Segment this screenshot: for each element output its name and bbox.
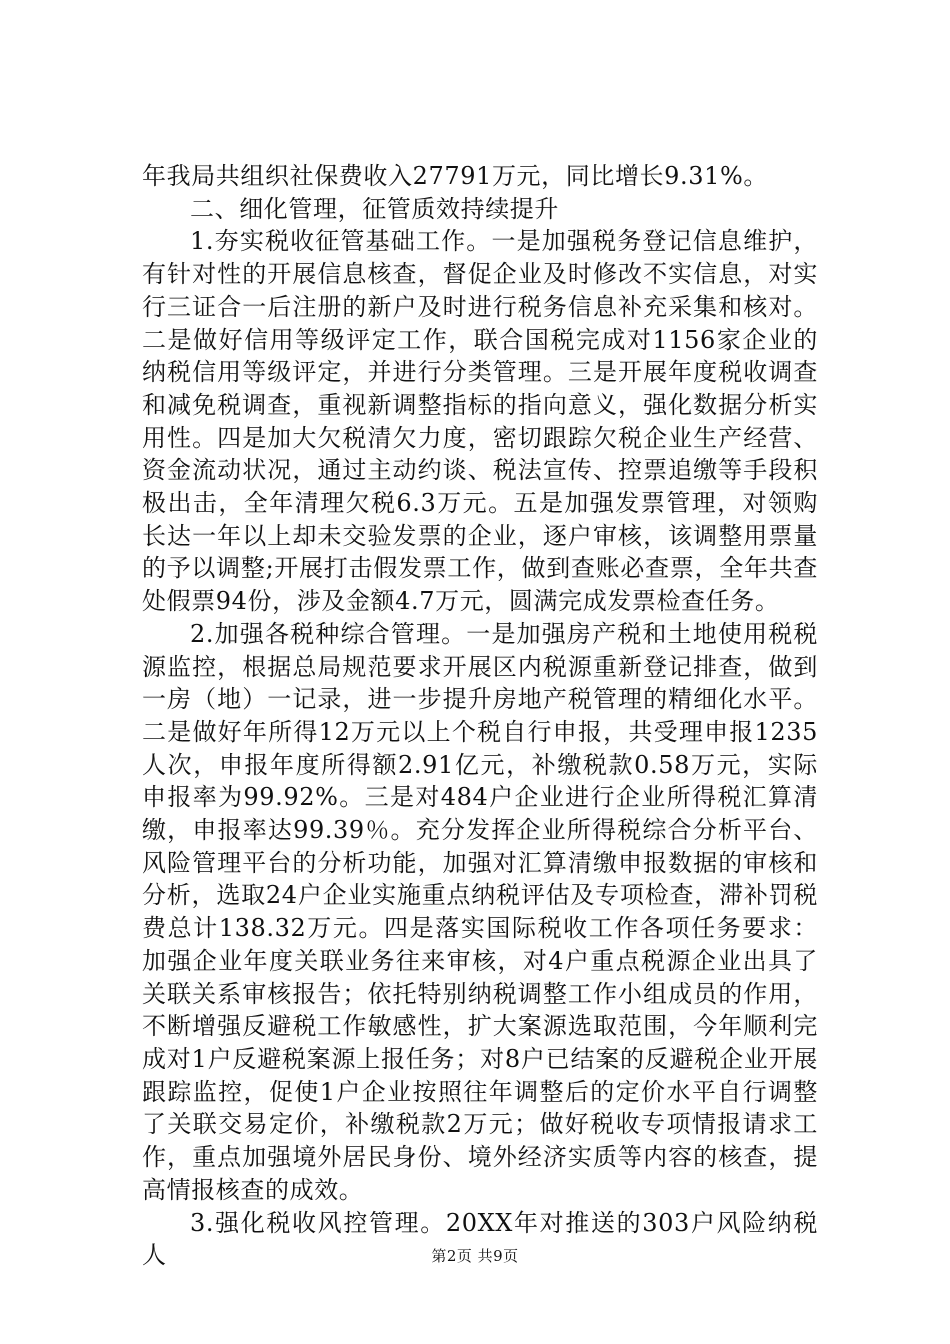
paragraph-tax-collection-basics: 1.夯实税收征管基础工作。一是加强税务登记信息维护，有针对性的开展信息核查，督促企业及时修改不实信息，对实行三证合一后注册的新户及时进行税务信息补充采集和核对。二是做好信用等级评定工作，联合国税完成对1156家企业的纳税信用等级评定，并进行分类管理。三是开展年度税收调查和减免税调查，重视新调整指标的指向意义，强化数据分析实用性。四是加大欠税清欠力度，密切跟踪欠税企业生产经营、资金流动状况，通过主动约谈、税法宣传、控票追缴等手段积极出击，全年清理欠税6.3万元。五是加强发票管理，对领购长达一年以上却未交验发票的企业，逐户审核，该调整用票量的予以调整;开展打击假发票工作，做到查账必查票，全年共查处假票94份，涉及金额4.7万元，圆满完成发票检查任务。: [142, 227, 818, 616]
document-body: [142, 160, 818, 1272]
paragraph-tax-type-management: 2.加强各税种综合管理。一是加强房产税和土地使用税税源监控，根据总局规范要求开展区内税源重新登记排查，做到一房（地）一记录，进一步提升房地产税管理的精细化水平。二是做好年所得12万元以上个税自行申报，共受理申报1235人次，申报年度所得额2.91亿元，补缴税款0.58万元，实际申报率为99.92%。三是对484户企业进行企业所得税汇算清缴，申报率达99.39％。充分发挥企业所得税综合分析平台、风险管理平台的分析功能，加强对汇算清缴申报数据的审核和分析，选取24户企业实施重点纳税评估及专项检查，滞补罚税费总计138.32万元。四是落实国际税收工作各项任务要求：加强企业年度关联业务往来审核，对4户重点税源企业出具了关联关系审核报告；依托特别纳税调整工作小组成员的作用，不断增强反避税工作敏感性，扩大案源选取范围，今年顺利完成对1户反避税案源上报任务；对8户已结案的反避税企业开展跟踪监控，促使1户企业按照往年调整后的定价水平自行调整了关联交易定价，补缴税款2万元；做好税收专项情报请求工作，重点加强境外居民身份、境外经济实质等内容的核查，提高情报核查的成效。: [142, 619, 818, 1204]
paragraph-continuation: 年我局共组织社保费收入27791万元，同比增长9.31%。: [142, 162, 768, 190]
section-heading: 二、细化管理，征管质效持续提升: [190, 194, 559, 223]
page-footer: 第2页 共9页: [431, 1247, 519, 1265]
paragraph-risk-control: 3.强化税收风控管理。20XX年对推送的303户风险纳税人: [142, 1208, 818, 1270]
